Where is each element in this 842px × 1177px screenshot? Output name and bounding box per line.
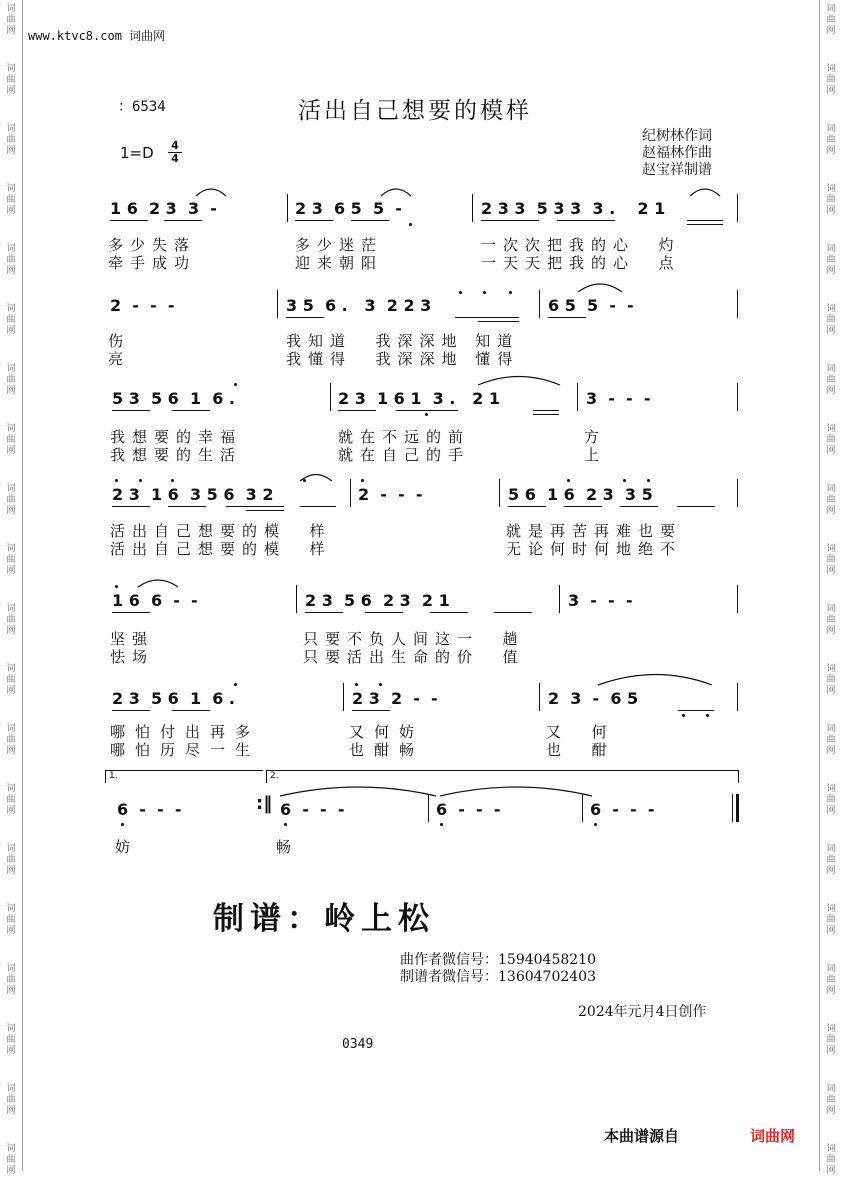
side-watermark-text: 词 曲 网 [826,124,836,156]
side-watermark-text: 词 曲 网 [826,544,836,576]
line6-measure1: 2 3 5 6 1 6 . [112,689,236,708]
line2-lyric2a: 亮 [108,350,124,368]
line4-measure2: 2 - - - [358,485,423,504]
line3-measure3: 3 - - - [586,389,651,408]
line5-lyric1a: 坚强 [110,630,155,648]
line3-lyric2c: 上 [584,446,600,464]
side-watermark-text: 词 曲 网 [826,364,836,396]
line6-lyric1a: 哪怕付出再多 [110,723,261,741]
line1-lyric1b: 多少迷茫 [295,236,384,254]
side-watermark-text: 词 曲 网 [826,964,836,996]
line7-measure2: 6 - - - [280,800,345,819]
line4-lyric2b: 无论何时何地绝不 [506,540,683,558]
composer-wechat: 曲作者微信号：15940458210 [400,952,596,968]
line1-lyric2a: 牵手成功 [108,254,197,272]
line4-lyric2a: 活出自己想要的模 样 [110,540,332,558]
line1-measure3: 2 3 3 5 3 3 3 . 2 1 [481,199,666,218]
line2-measure3: 6 5 5 - - [548,296,634,315]
line1-measure1: 1 6 2 3 3 - [110,199,217,218]
line6-lyric1b: 又何妨 [349,723,425,741]
line2-measure2: 3 5 6 . 3 2 2 3 [286,296,432,315]
side-watermark-text: 词 曲 网 [6,244,16,276]
line5-lyric2a: 怯场 [110,648,155,666]
line2-lyric2b: 我懂得 我深深地 懂得 [286,350,520,368]
line7-lyric1b: 畅 [276,838,292,856]
side-watermark-text: 词 曲 网 [826,844,836,876]
line1-lyric2b: 迎来朝阳 [295,254,384,272]
side-watermark-text: 词 曲 网 [6,124,16,156]
line4-lyric1a: 活出自己想要的模 样 [110,522,332,540]
line3-lyric2a: 我想要的生活 [110,446,243,464]
slur [690,189,720,196]
page-number: 0349 [342,1037,374,1052]
side-watermark-text: 词 曲 网 [826,424,836,456]
side-watermark-text: 词 曲 网 [6,1084,16,1116]
side-watermark-text: 词 曲 网 [826,1084,836,1116]
slur [598,675,712,686]
tie [280,787,436,796]
side-watermark-text: 词 曲 网 [6,664,16,696]
slur [196,189,226,196]
site-watermark: www.ktvc8.com 词曲网 [28,29,166,43]
repeat-sign: :‖ [256,793,273,814]
song-title: 活出自己想要的模样 [298,98,532,124]
slur [578,284,622,292]
side-watermark-text: 词 曲 网 [6,424,16,456]
line6-measure2: 2 3 2 - - [352,689,438,708]
brand-link[interactable]: 词曲网 [750,1127,796,1145]
side-watermark-text: 词 曲 网 [6,4,16,36]
line3-lyric1a: 我想要的幸福 [110,428,243,446]
line1-lyric1a: 多少失落 [108,236,197,254]
line2-lyric1b: 我知道 我深深地 知道 [286,332,520,350]
line5-measure1: 1 6 6 - - [112,591,198,610]
line3-lyric1b: 就在不远的前 [338,428,471,446]
slur [381,189,411,196]
arranger-signature: 制谱：岭上松 [213,901,435,937]
side-watermark-text: 词 曲 网 [6,604,16,636]
line7-measure3: 6 - - - [436,800,501,819]
side-watermark-text: 词 曲 网 [826,484,836,516]
line7-measure4: 6 - - - [590,800,655,819]
line7-lyric1a: 妨 [115,838,131,856]
side-watermark-text: 词 曲 网 [826,244,836,276]
line6-measure3: 2 3 - 6 5 [548,689,639,708]
line5-lyric1b: 只要不负人间这一 趟 [303,630,525,648]
slur [138,580,178,587]
side-watermark-text: 词 曲 网 [6,64,16,96]
line3-measure2: 2 3 1 6 1 3 . 2 1 [338,389,500,408]
side-watermark-text: 词 曲 网 [826,4,836,36]
side-watermark-text: 词 曲 网 [826,184,836,216]
line4-lyric1b: 就是再苦再难也要 [506,522,683,540]
time-top: 4 [171,139,179,152]
slur [300,475,332,482]
time-bottom: 4 [171,152,179,165]
side-watermark-text: 词 曲 网 [6,904,16,936]
line5-measure2: 2 3 5 6 2 3 2 1 [305,591,450,610]
line1-lyric1c: 一次次把我的心 灼 [481,236,681,254]
side-watermark-text: 词 曲 网 [826,1144,836,1176]
line6-lyric2b: 也酣畅 [349,741,425,759]
first-ending-label: 1. [109,771,118,781]
side-watermark-text: 词 曲 网 [6,304,16,336]
line2-measure1: 2 - - - [110,296,175,315]
line5-lyric2b: 只要活出生命的价 值 [303,648,525,666]
slur [478,377,560,386]
line4-measure3: 5 6 1 6 2 3 3 5 [508,485,653,504]
contact-info [400,952,596,986]
side-watermark-text: 词 曲 网 [826,904,836,936]
line7-measure1: 6 - - - [117,800,182,819]
line6-lyric2a: 哪怕历尽一生 [110,741,261,759]
side-watermark-text: 词 曲 网 [6,784,16,816]
composer-credit: 赵福林作曲 [642,145,712,161]
line2-lyric1a: 伤 [108,332,124,350]
line1-lyric2c: 一天天把我的心 点 [481,254,681,272]
line3-lyric1c: 方 [584,428,600,446]
side-watermark-text: 词 曲 网 [826,724,836,756]
side-watermark-text: 词 曲 网 [6,724,16,756]
side-watermark-text: 词 曲 网 [6,1144,16,1176]
side-watermark-text: 词 曲 网 [6,364,16,396]
lyricist-credit: 纪树林作词 [642,128,712,144]
arranger-wechat: 制谱者微信号：13604702403 [400,969,596,985]
second-ending-label: 2. [270,771,279,781]
line1-measure2: 2 3 6 5 5 - [295,199,402,218]
side-watermark-text: 词 曲 网 [826,784,836,816]
line3-lyric2b: 就在自己的手 [338,446,471,464]
key-signature: 1=D [120,144,154,162]
side-watermark-text: 词 曲 网 [6,964,16,996]
side-watermark-text: 词 曲 网 [826,604,836,636]
side-watermark-text: 词 曲 网 [6,184,16,216]
tie [440,787,592,796]
arranger-credit: 赵宝祥制谱 [642,162,712,178]
side-watermark-text: 词 曲 网 [6,844,16,876]
creation-date: 2024年元月4日创作 [578,1004,707,1020]
side-watermark-text: 词 曲 网 [6,1024,16,1056]
line6-lyric2c: 也 酣 [546,741,614,759]
line3-measure1: 5 3 5 6 1 6 . [112,389,236,408]
side-watermark-text: 词 曲 网 [826,1024,836,1056]
side-watermark-text: 词 曲 网 [826,304,836,336]
side-watermark-text: 词 曲 网 [6,544,16,576]
side-watermark-text: 词 曲 网 [826,664,836,696]
source-label: 本曲谱源自 [604,1127,680,1145]
side-watermark-text: 词 曲 网 [6,484,16,516]
line4-measure1: 2 3 1 6 3 5 6 3 2 [112,485,274,504]
side-watermark-text: 词 曲 网 [826,64,836,96]
song-code: ：6534 [118,99,166,115]
line6-lyric1c: 又 何 [546,723,614,741]
line5-measure3: 3 - - - [568,591,633,610]
